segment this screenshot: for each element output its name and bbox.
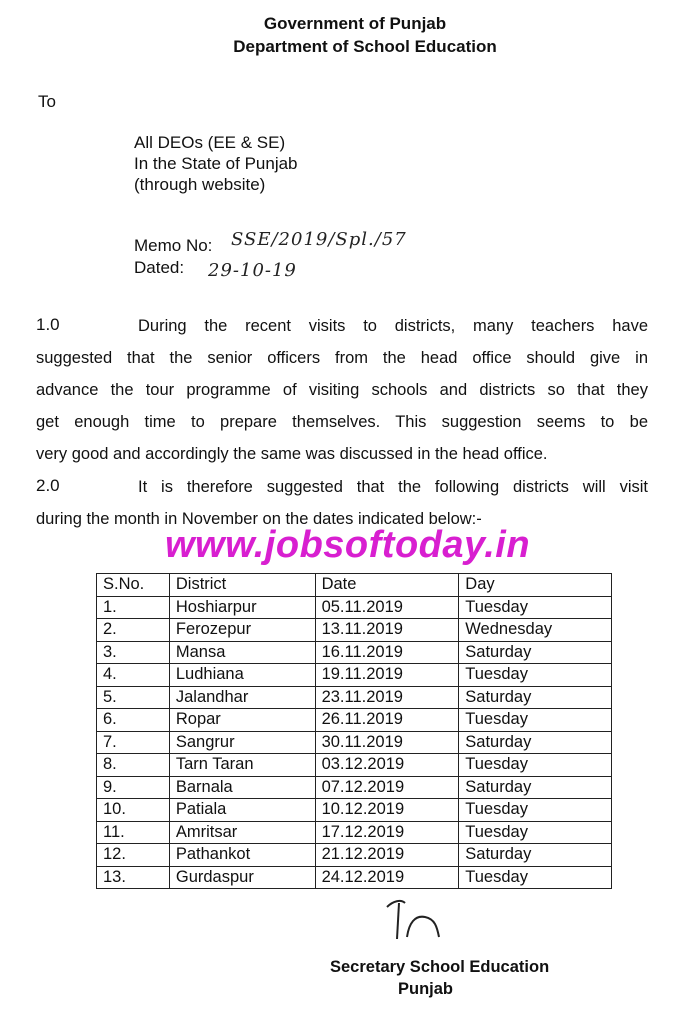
cell-date: 05.11.2019 (315, 596, 459, 619)
signature-scribble (385, 893, 465, 948)
signatory-state: Punjab (398, 980, 454, 998)
cell-day: Tuesday (459, 866, 612, 889)
cell-district: Ludhiana (169, 664, 315, 687)
table-row (97, 844, 612, 867)
paragraph-1-number: 1.0 (36, 315, 60, 334)
visit-schedule-table (96, 573, 612, 889)
cell-district: Sangrur (169, 731, 315, 754)
cell-district: Tarn Taran (169, 754, 315, 777)
memo-number-handwritten: SSE/2019/Spl./57 (231, 229, 407, 250)
table-row (97, 799, 612, 822)
cell-day: Tuesday (459, 596, 612, 619)
table-row (97, 641, 612, 664)
table-row (97, 731, 612, 754)
cell-day: Tuesday (459, 799, 612, 822)
paragraph-2-line-1: It is therefore suggested that the following districts will visit (138, 478, 648, 496)
table-row (97, 754, 612, 777)
cell-date: 16.11.2019 (315, 641, 459, 664)
cell-date: 24.12.2019 (315, 866, 459, 889)
paragraph-1-line-5: very good and accordingly the same was discussed in the head office. (36, 445, 548, 463)
column-header-district: District (169, 574, 315, 597)
cell-date: 10.12.2019 (315, 799, 459, 822)
date-handwritten: 29-10-19 (208, 260, 297, 281)
table-row (97, 866, 612, 889)
signatory-title: Secretary School Education (330, 958, 550, 976)
cell-date: 07.12.2019 (315, 776, 459, 799)
cell-sno: 13. (97, 866, 170, 889)
cell-date: 03.12.2019 (315, 754, 459, 777)
header-line-1: Government of Punjab (263, 14, 447, 33)
cell-sno: 9. (97, 776, 170, 799)
to-label: To (38, 92, 56, 111)
cell-sno: 2. (97, 619, 170, 642)
cell-district: Jalandhar (169, 686, 315, 709)
cell-district: Pathankot (169, 844, 315, 867)
cell-sno: 7. (97, 731, 170, 754)
dated-label: Dated: (134, 258, 185, 277)
table-row (97, 686, 612, 709)
table-row (97, 596, 612, 619)
cell-day: Saturday (459, 844, 612, 867)
cell-district: Barnala (169, 776, 315, 799)
cell-sno: 10. (97, 799, 170, 822)
cell-date: 26.11.2019 (315, 709, 459, 732)
cell-date: 13.11.2019 (315, 619, 459, 642)
table-row (97, 619, 612, 642)
table-row (97, 776, 612, 799)
cell-district: Mansa (169, 641, 315, 664)
table-row (97, 709, 612, 732)
table-row (97, 821, 612, 844)
cell-day: Wednesday (459, 619, 612, 642)
paragraph-1-line-4: get enough time to prepare themselves. This suggestion seems to be (36, 413, 648, 431)
cell-district: Ropar (169, 709, 315, 732)
recipient-line-3: (through website) (134, 175, 266, 194)
cell-district: Gurdaspur (169, 866, 315, 889)
table-header-row (97, 574, 612, 597)
paragraph-1-line-3: advance the tour programme of visiting schools and districts so that they (36, 381, 648, 399)
recipient-line-1: All DEOs (EE & SE) (134, 133, 286, 152)
cell-date: 23.11.2019 (315, 686, 459, 709)
cell-day: Tuesday (459, 709, 612, 732)
column-header-day: Day (459, 574, 612, 597)
cell-sno: 5. (97, 686, 170, 709)
cell-day: Tuesday (459, 664, 612, 687)
paragraph-1-line-1: During the recent visits to districts, many teachers have (138, 317, 648, 335)
cell-sno: 1. (97, 596, 170, 619)
cell-sno: 6. (97, 709, 170, 732)
cell-sno: 3. (97, 641, 170, 664)
cell-day: Tuesday (459, 821, 612, 844)
cell-sno: 12. (97, 844, 170, 867)
cell-district: Ferozepur (169, 619, 315, 642)
paragraph-2-line-2: during the month in November on the dates indicated below:- (36, 510, 482, 528)
cell-district: Patiala (169, 799, 315, 822)
cell-date: 21.12.2019 (315, 844, 459, 867)
paragraph-1-line-2: suggested that the senior officers from the head office should give in (36, 349, 648, 367)
cell-sno: 8. (97, 754, 170, 777)
cell-district: Hoshiarpur (169, 596, 315, 619)
column-header-sno: S.No. (97, 574, 170, 597)
paragraph-2-number: 2.0 (36, 476, 60, 495)
cell-date: 30.11.2019 (315, 731, 459, 754)
cell-day: Saturday (459, 641, 612, 664)
cell-sno: 11. (97, 821, 170, 844)
header-line-2: Department of School Education (233, 37, 497, 56)
cell-sno: 4. (97, 664, 170, 687)
table-row (97, 664, 612, 687)
cell-day: Saturday (459, 776, 612, 799)
cell-date: 17.12.2019 (315, 821, 459, 844)
column-header-date: Date (315, 574, 459, 597)
recipient-line-2: In the State of Punjab (134, 154, 298, 173)
cell-date: 19.11.2019 (315, 664, 459, 687)
cell-day: Saturday (459, 731, 612, 754)
memo-label: Memo No: (134, 236, 213, 255)
cell-district: Amritsar (169, 821, 315, 844)
cell-day: Tuesday (459, 754, 612, 777)
cell-day: Saturday (459, 686, 612, 709)
website-watermark: www.jobsoftoday.in (165, 524, 531, 566)
